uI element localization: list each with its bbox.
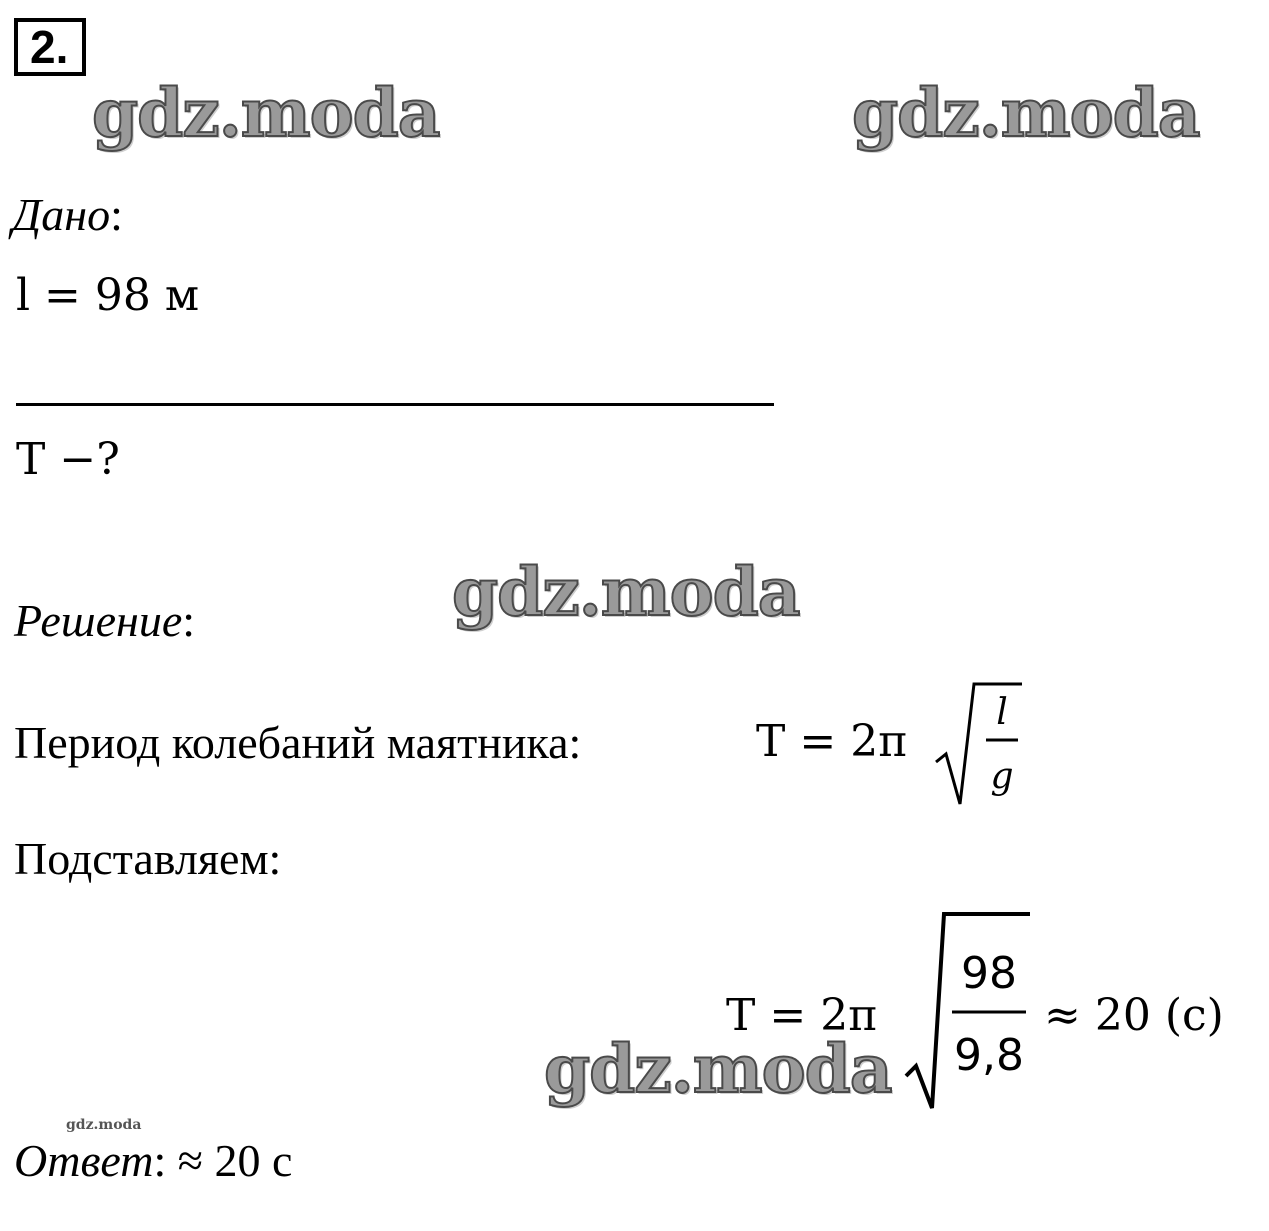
calc-sqrt [904, 906, 1034, 1112]
period-denominator: g [990, 756, 1014, 797]
watermark-middle: gdz.moda [452, 553, 800, 631]
given-length: l = 98 м [16, 270, 200, 321]
find-value: T −? [16, 434, 120, 485]
watermark-bottom: gdz.moda [544, 1030, 892, 1108]
period-numerator: l [996, 692, 1008, 733]
calc-rhs: ≈ 20 (с) [1044, 990, 1224, 1041]
answer-label: Ответ [14, 1135, 154, 1186]
given-heading: Дано: [12, 189, 123, 240]
watermark-tiny: gdz.moda [66, 1117, 142, 1133]
problem-number: 2. [14, 18, 86, 76]
period-sqrt [934, 676, 1024, 808]
calc-lhs: T = 2π [726, 990, 878, 1041]
calc-numerator: 98 [961, 948, 1017, 999]
watermark-top-right: gdz.moda [852, 74, 1200, 152]
substitute-text: Подставляем: [14, 833, 282, 884]
answer: Ответ: ≈ 20 с [14, 1135, 293, 1186]
calc-denominator: 9,8 [954, 1030, 1024, 1081]
period-text: Период колебаний маятника: [14, 717, 582, 768]
solution-heading: Решение: [14, 595, 196, 646]
period-lhs: T = 2π [756, 716, 908, 767]
watermark-top-left: gdz.moda [92, 74, 440, 152]
answer-value: ≈ 20 с [166, 1135, 293, 1186]
given-divider [16, 403, 774, 406]
